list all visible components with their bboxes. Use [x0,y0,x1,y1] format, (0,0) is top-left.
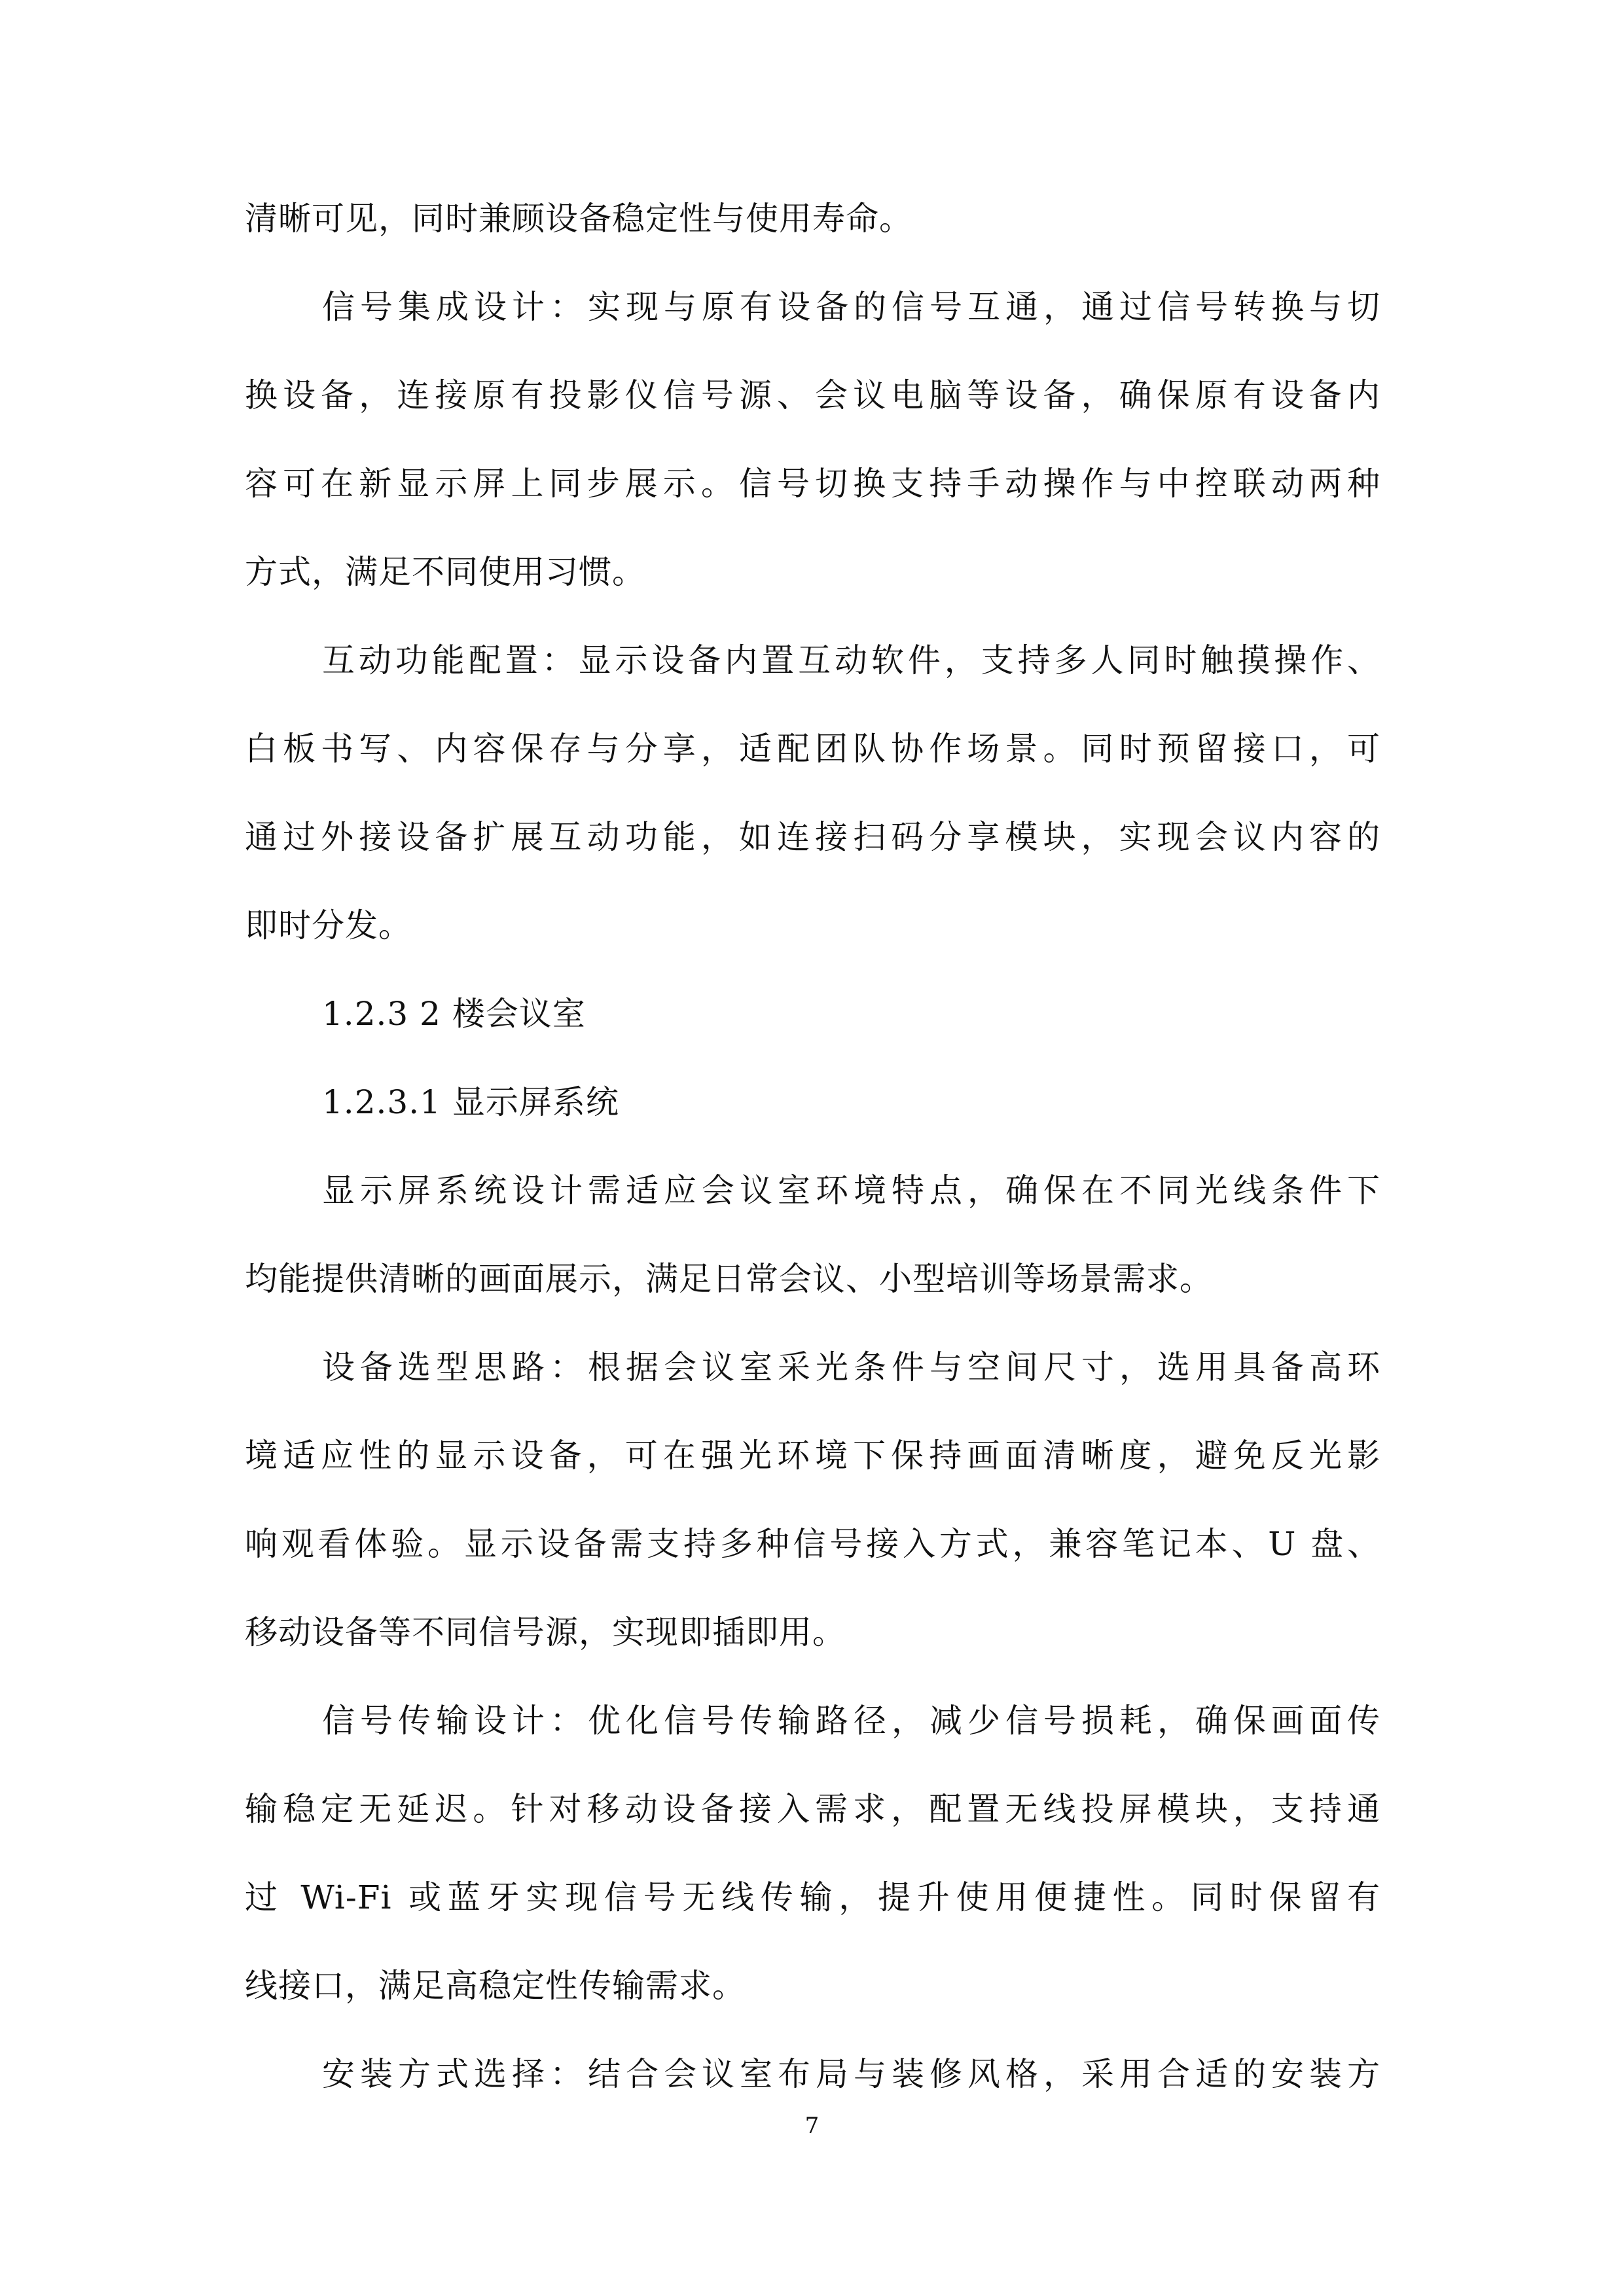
text-line: 安装方式选择：结合会议室布局与装修风格，采用合适的安装方 [322,2055,1380,2093]
text-line: 过 Wi-Fi 或蓝牙实现信号无线传输，提升使用便捷性。同时保留有 [245,1878,1380,1916]
text-line: 白板书写、内容保存与分享，适配团队协作场景。同时预留接口，可 [245,730,1380,768]
text-line: 互动功能配置：显示设备内置互动软件，支持多人同时触摸操作、 [322,641,1380,679]
text-line: 境适应性的显示设备，可在强光环境下保持画面清晰度，避免反光影 [245,1437,1380,1475]
text-line: 显示屏系统设计需适应会议室环境特点，确保在不同光线条件下 [322,1172,1380,1210]
text-line: 设备选型思路：根据会议室采光条件与空间尺寸，选用具备高环 [322,1348,1380,1386]
text-line: 容可在新显示屏上同步展示。信号切换支持手动操作与中控联动两种 [245,465,1380,503]
section-heading: 1.2.3 2 楼会议室 [322,995,586,1033]
page-number: 7 [804,2113,820,2139]
text-line: 线接口，满足高稳定性传输需求。 [245,1967,746,2005]
text-line: 即时分发。 [245,906,412,944]
subsection-heading: 1.2.3.1 显示屏系统 [322,1083,619,1121]
text-line: 均能提供清晰的画面展示，满足日常会议、小型培训等场景需求。 [245,1260,1213,1298]
text-line: 方式，满足不同使用习惯。 [245,553,645,591]
text-line: 输稳定无延迟。针对移动设备接入需求，配置无线投屏模块，支持通 [245,1790,1380,1828]
text-line: 换设备，连接原有投影仪信号源、会议电脑等设备，确保原有设备内 [245,376,1380,414]
body-text [245,175,1380,2119]
text-line: 移动设备等不同信号源，实现即插即用。 [245,1613,846,1651]
text-line: 信号传输设计：优化信号传输路径，减少信号损耗，确保画面传 [322,1702,1380,1740]
text-line: 响观看体验。显示设备需支持多种信号接入方式，兼容笔记本、U 盘、 [245,1525,1380,1563]
text-line: 信号集成设计：实现与原有设备的信号互通，通过信号转换与切 [322,288,1380,326]
text-line: 清晰可见，同时兼顾设备稳定性与使用寿命。 [245,200,912,238]
text-line: 通过外接设备扩展互动功能，如连接扫码分享模块，实现会议内容的 [245,818,1380,856]
